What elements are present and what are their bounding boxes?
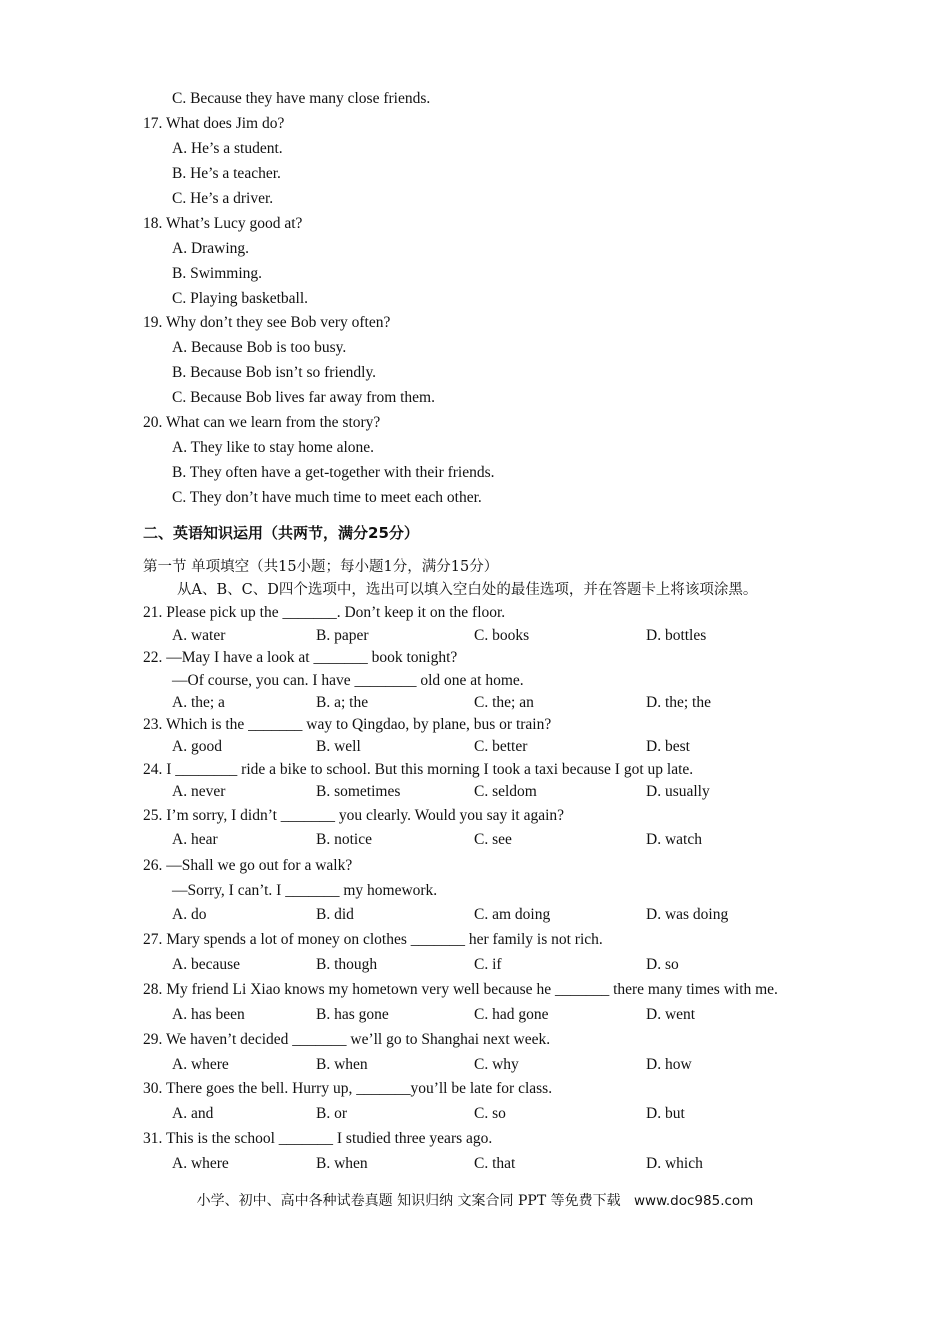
q29-option-c: C. why <box>474 1056 519 1073</box>
q22-option-d: D. the; the <box>646 694 711 711</box>
q29-option-d: D. how <box>646 1056 692 1073</box>
q21-option-a: A. water <box>172 627 226 644</box>
q17-option-a: A. He’s a student. <box>172 140 283 157</box>
q27-option-b: B. though <box>316 956 378 973</box>
q24-option-a: A. never <box>172 783 226 800</box>
q18-question: 18. What’s Lucy good at? <box>143 215 303 232</box>
q29-option-b: B. when <box>316 1056 368 1073</box>
q19-question: 19. Why don’t they see Bob very often? <box>143 314 391 331</box>
q26-option-a: A. do <box>172 906 207 923</box>
q26-option-d: D. was doing <box>646 906 729 923</box>
q29-question: 29. We haven’t decided _______ we’ll go to Shanghai next week. <box>143 1031 551 1048</box>
q26-option-b: B. did <box>316 906 354 923</box>
q28-question: 28. My friend Li Xiao knows my hometown very well because he _______ there many times with me. <box>143 981 778 998</box>
q19-option-a: A. Because Bob is too busy. <box>172 339 347 356</box>
q27-option-d: D. so <box>646 956 679 973</box>
q28-option-d: D. went <box>646 1006 696 1023</box>
q24-option-b: B. sometimes <box>316 783 401 800</box>
q26-question-reply: —Sorry, I can’t. I _______ my homework. <box>172 882 438 899</box>
q20-option-b: B. They often have a get-together with their friends. <box>172 464 495 481</box>
q26-option-c: C. am doing <box>474 906 551 923</box>
q29-option-a: A. where <box>172 1056 229 1073</box>
section-instruction: 从A、B、C、D四个选项中，选出可以填入空白处的最佳选项，并在答题卡上将该项涂黑。 <box>177 582 758 598</box>
q19-option-b: B. Because Bob isn’t so friendly. <box>172 364 377 381</box>
q28-option-a: A. has been <box>172 1006 245 1023</box>
q25-question: 25. I’m sorry, I didn’t _______ you clearly. Would you say it again? <box>143 807 565 824</box>
q16-option-c: C. Because they have many close friends. <box>172 90 431 107</box>
part-title: 第一节 单项填空（共15小题；每小题1分，满分15分） <box>143 559 499 575</box>
q24-option-c: C. seldom <box>474 783 537 800</box>
q17-question: 17. What does Jim do? <box>143 115 285 132</box>
q25-option-c: C. see <box>474 831 512 848</box>
q28-option-c: C. had gone <box>474 1006 549 1023</box>
q31-option-a: A. where <box>172 1155 229 1172</box>
q20-option-c: C. They don’t have much time to meet each other. <box>172 489 482 506</box>
q22-option-c: C. the; an <box>474 694 534 711</box>
q25-option-a: A. hear <box>172 831 218 848</box>
q26-question: 26. —Shall we go out for a walk? <box>143 857 353 874</box>
footer-url[interactable]: www.doc985.com <box>634 1193 754 1209</box>
q31-option-b: B. when <box>316 1155 368 1172</box>
q25-option-b: B. notice <box>316 831 372 848</box>
q18-option-a: A. Drawing. <box>172 240 250 257</box>
q28-option-b: B. has gone <box>316 1006 389 1023</box>
q22-option-b: B. a; the <box>316 694 369 711</box>
q25-option-d: D. watch <box>646 831 702 848</box>
q23-option-a: A. good <box>172 738 222 755</box>
q21-option-c: C. books <box>474 627 530 644</box>
q31-option-d: D. which <box>646 1155 703 1172</box>
q23-option-b: B. well <box>316 738 361 755</box>
q27-option-a: A. because <box>172 956 240 973</box>
q18-option-c: C. Playing basketball. <box>172 290 309 307</box>
q30-option-a: A. and <box>172 1105 214 1122</box>
q21-option-b: B. paper <box>316 627 369 644</box>
q23-question: 23. Which is the _______ way to Qingdao, by plane, bus or train? <box>143 716 552 733</box>
q22-question: 22. —May I have a look at _______ book tonight? <box>143 649 458 666</box>
q30-option-c: C. so <box>474 1105 506 1122</box>
q19-option-c: C. Because Bob lives far away from them. <box>172 389 435 406</box>
q30-option-b: B. or <box>316 1105 347 1122</box>
footer-text: 小学、初中、高中各种试卷真题 知识归纳 文案合同 PPT 等免费下载 <box>196 1193 621 1209</box>
q24-question: 24. I ________ ride a bike to school. But this morning I took a taxi because I got up late. <box>143 761 694 778</box>
q27-question: 27. Mary spends a lot of money on clothes _______ her family is not rich. <box>143 931 603 948</box>
q20-question: 20. What can we learn from the story? <box>143 414 381 431</box>
q17-option-b: B. He’s a teacher. <box>172 165 281 182</box>
q22-option-a: A. the; a <box>172 694 225 711</box>
q21-question: 21. Please pick up the _______. Don’t keep it on the floor. <box>143 604 506 621</box>
q22-question-reply: —Of course, you can. I have ________ old one at home. <box>172 672 524 689</box>
q21-option-d: D. bottles <box>646 627 707 644</box>
q31-question: 31. This is the school _______ I studied three years ago. <box>143 1130 493 1147</box>
q17-option-c: C. He’s a driver. <box>172 190 274 207</box>
q30-option-d: D. but <box>646 1105 685 1122</box>
q27-option-c: C. if <box>474 956 502 973</box>
page-footer <box>0 1191 950 1211</box>
q20-option-a: A. They like to stay home alone. <box>172 439 375 456</box>
section-title: 二、英语知识运用（共两节，满分25分） <box>143 524 419 542</box>
q18-option-b: B. Swimming. <box>172 265 263 282</box>
q24-option-d: D. usually <box>646 783 710 800</box>
q23-option-c: C. better <box>474 738 528 755</box>
q23-option-d: D. best <box>646 738 690 755</box>
q31-option-c: C. that <box>474 1155 516 1172</box>
q30-question: 30. There goes the bell. Hurry up, _______you’ll be late for class. <box>143 1080 553 1097</box>
